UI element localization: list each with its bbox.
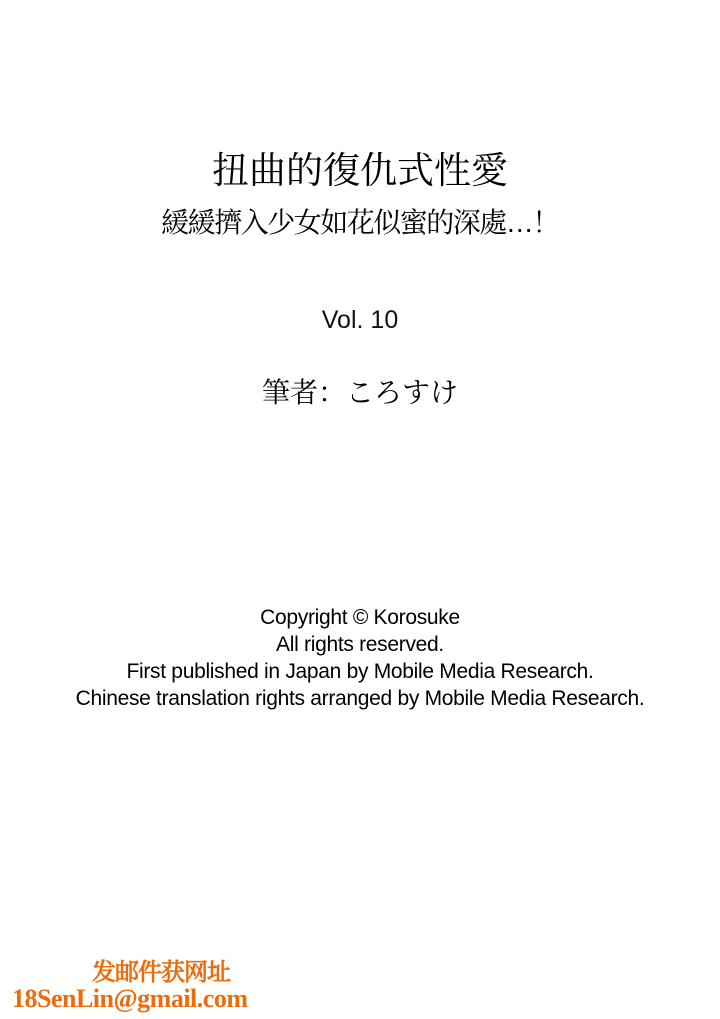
watermark-email: 18SenLin@gmail.com <box>12 984 248 1013</box>
copyright-line: First published in Japan by Mobile Media Research. <box>126 660 594 683</box>
page-subtitle: 緩緩擠入少女如花似蜜的深處…！ <box>161 207 559 238</box>
copyright-line: Chinese translation rights arranged by Mobile Media Research. <box>75 687 645 710</box>
copyright-line: Copyright © Korosuke <box>260 606 460 629</box>
watermark <box>12 959 248 1013</box>
page-title: 扭曲的復仇式性愛 <box>212 150 508 191</box>
author-line: 筆者：ころすけ <box>261 377 458 408</box>
copyright-notice <box>0 604 720 712</box>
copyright-line: All rights reserved. <box>276 633 444 656</box>
volume-label: Vol. 10 <box>321 306 399 334</box>
watermark-note: 发邮件获网址 <box>92 959 230 986</box>
